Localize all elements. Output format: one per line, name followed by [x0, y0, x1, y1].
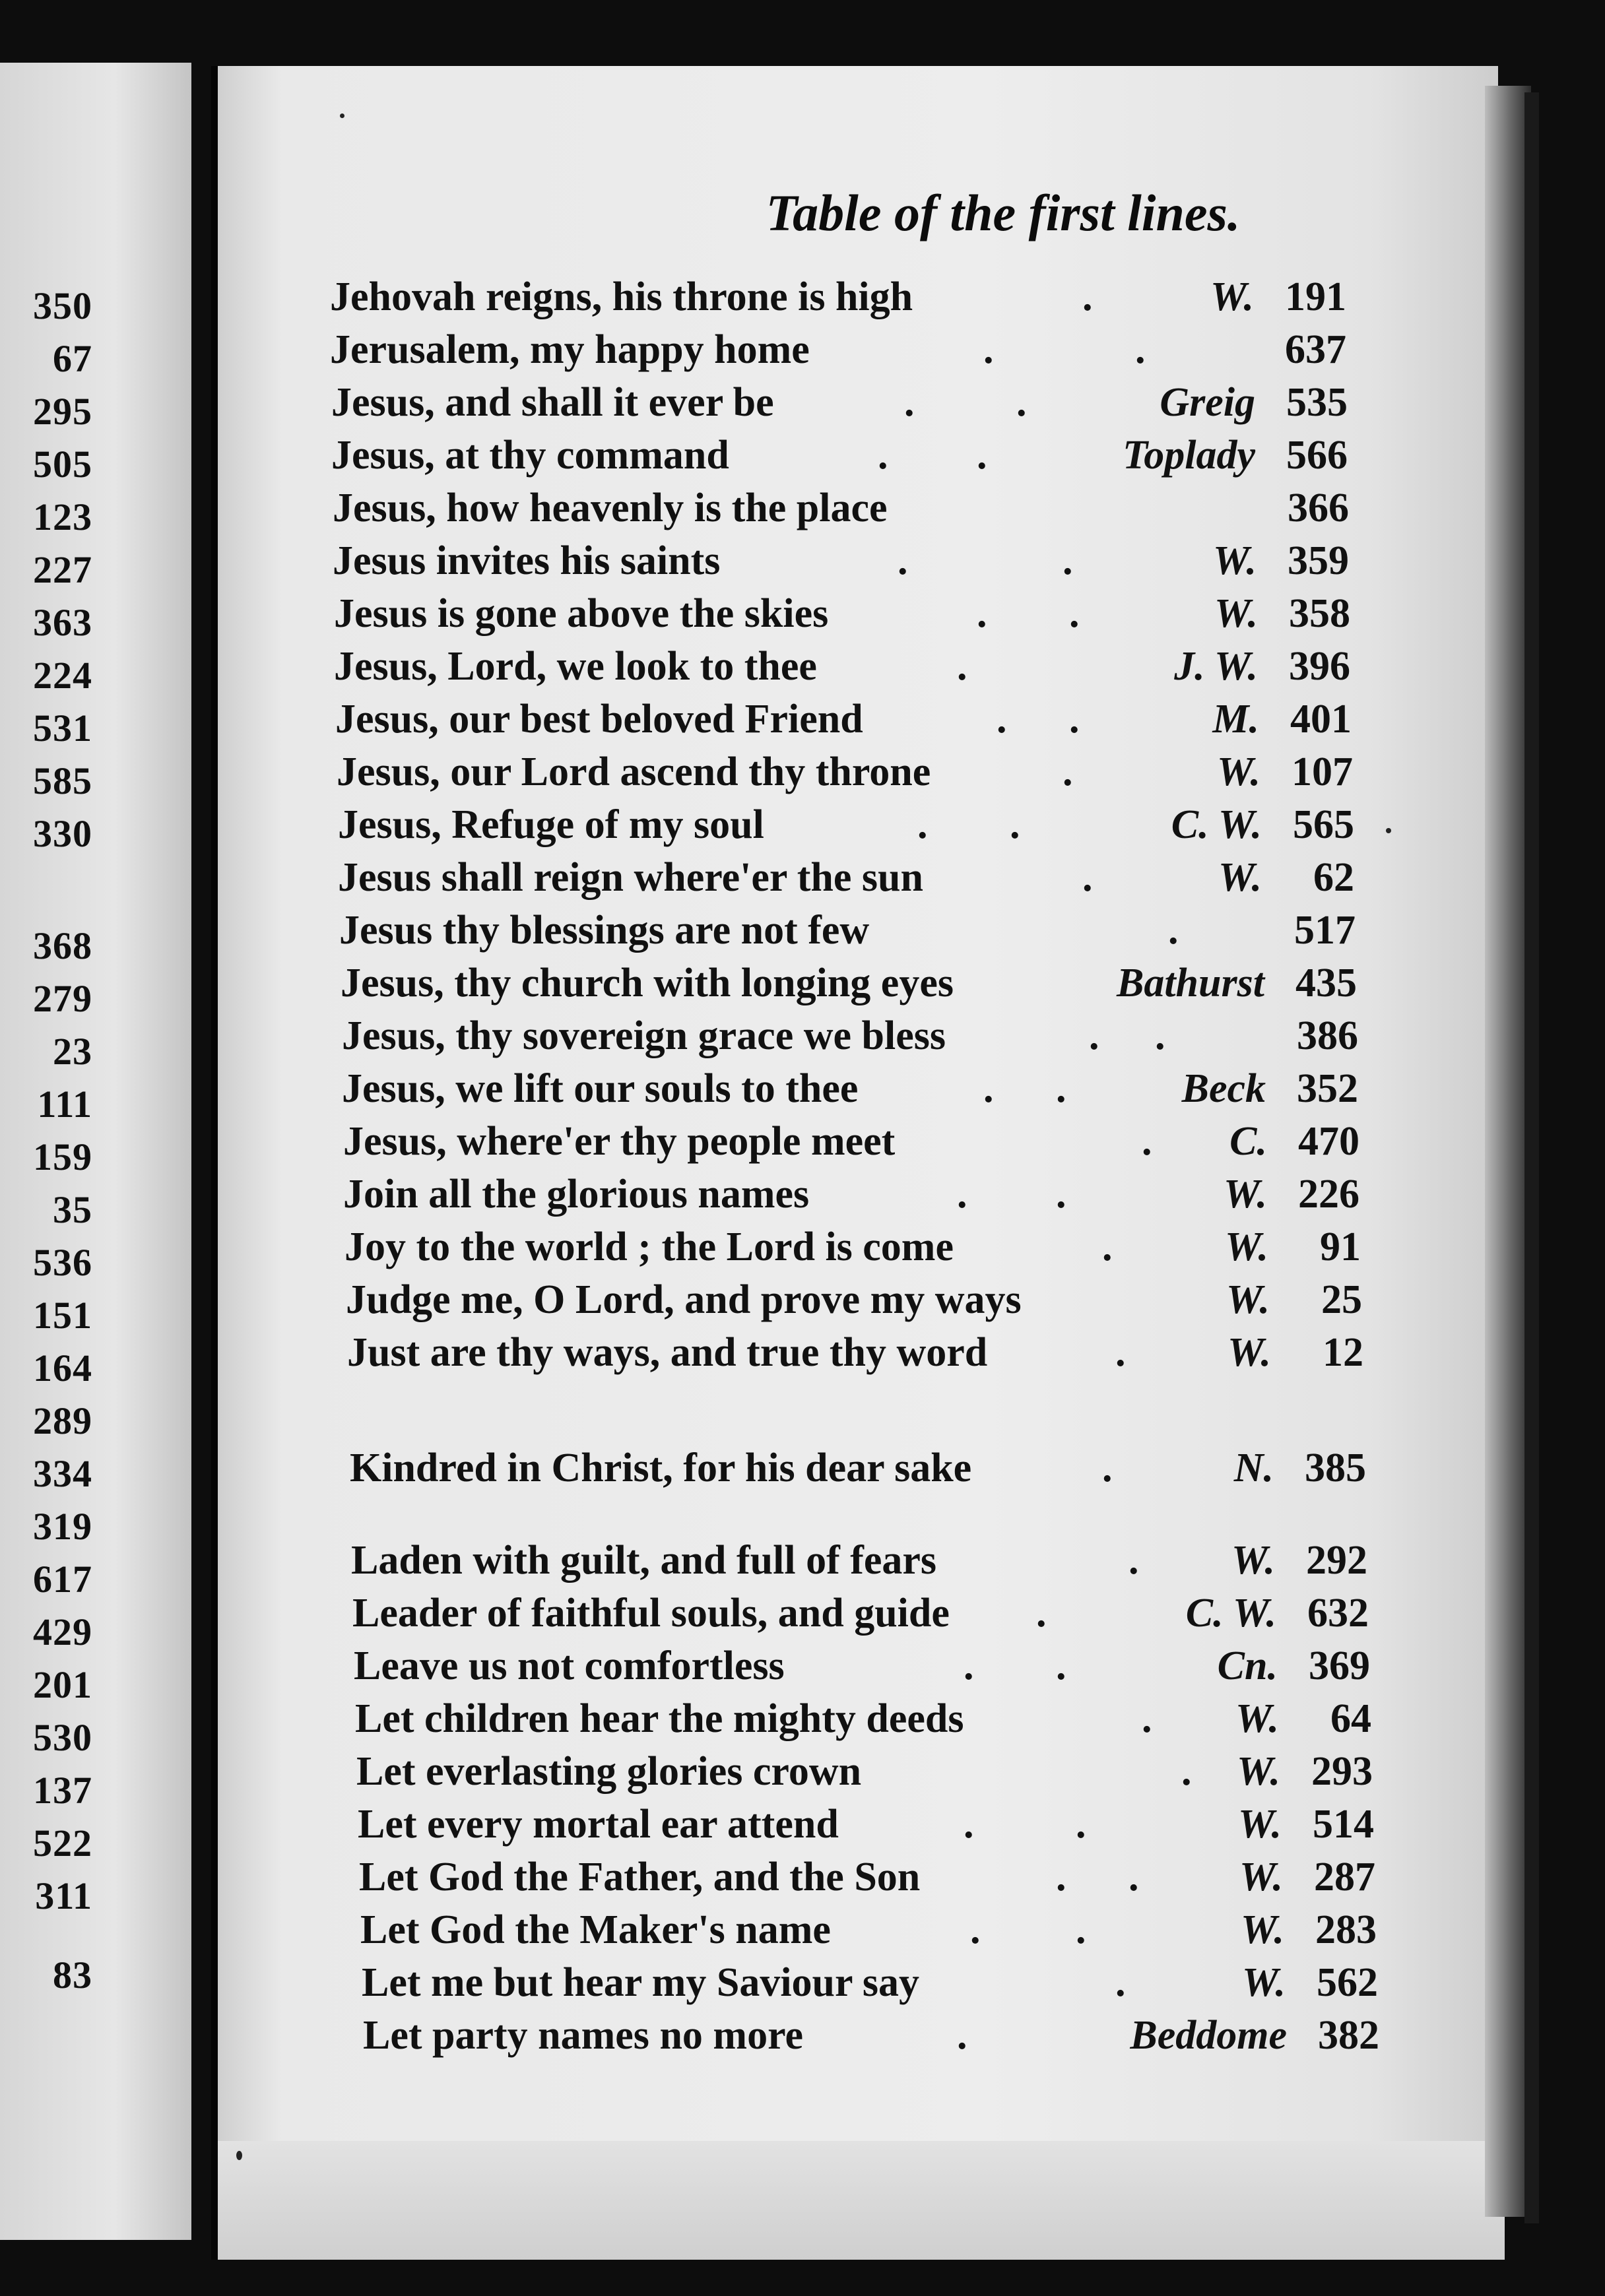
leader-dot: . [977, 433, 987, 478]
previous-page-number: 224 [33, 654, 92, 697]
author-attribution: Greig [1160, 380, 1255, 425]
author-attribution: W. [1223, 1172, 1267, 1217]
table-row [218, 1224, 1361, 1277]
hymn-number: 566 [1286, 433, 1348, 478]
table-row [218, 1013, 1358, 1066]
leader-dot: . [1016, 380, 1027, 425]
table-row [218, 1801, 1374, 1854]
table-row [218, 1960, 1378, 2012]
table-row [218, 1329, 1363, 1382]
previous-page-number: 289 [33, 1399, 92, 1442]
previous-page-number: 585 [33, 759, 92, 802]
author-attribution: Bathurst [1116, 961, 1264, 1005]
leader-dot: . [1056, 1643, 1066, 1688]
hymn-number: 62 [1313, 855, 1354, 900]
previous-page-number: 505 [33, 443, 92, 486]
first-line-text: Jesus, at thy command [331, 433, 729, 478]
first-line-text: Jesus, thy sovereign grace we bless [342, 1013, 946, 1058]
leader-dot: . [1082, 274, 1093, 319]
leader-dot: . [1089, 1013, 1099, 1058]
previous-page-number: 429 [33, 1610, 92, 1653]
leader-dot: . [964, 1643, 974, 1688]
table-row [218, 485, 1349, 538]
previous-page-number: 319 [33, 1505, 92, 1548]
first-line-text: Jerusalem, my happy home [330, 327, 810, 372]
author-attribution: W. [1240, 1907, 1284, 1952]
previous-page-number: 137 [33, 1769, 92, 1812]
author-attribution: Toplady [1123, 433, 1255, 478]
table-row [218, 802, 1354, 854]
hymn-number: 359 [1288, 538, 1349, 583]
author-attribution: Beck [1181, 1066, 1266, 1111]
first-line-text: Just are thy ways, and true thy word [347, 1330, 988, 1375]
author-attribution: N. [1233, 1446, 1274, 1490]
leader-dot: . [1076, 1802, 1086, 1847]
book-page [211, 66, 1498, 2141]
leader-dot: . [1155, 1013, 1165, 1058]
leader-dot: . [1082, 855, 1093, 900]
table-row [218, 2012, 1379, 2065]
first-line-text: Let everlasting glories crown [356, 1749, 862, 1794]
author-attribution: W. [1236, 1749, 1280, 1794]
print-speck [340, 113, 344, 118]
first-line-text: Jesus, and shall it ever be [331, 380, 774, 425]
leader-dot: . [898, 538, 908, 583]
hymn-number: 64 [1330, 1696, 1371, 1741]
leader-dot: . [878, 433, 888, 478]
hymn-number: 632 [1307, 1591, 1369, 1636]
previous-page-number: 536 [33, 1241, 92, 1284]
author-attribution: W. [1237, 1802, 1282, 1847]
table-row [218, 1118, 1359, 1171]
first-line-text: Jesus, Lord, we look to thee [334, 644, 817, 689]
first-line-text: Judge me, O Lord, and prove my ways [346, 1277, 1022, 1322]
leader-dot: . [957, 1172, 967, 1217]
hymn-number: 25 [1321, 1277, 1362, 1322]
leader-dot: . [964, 1802, 974, 1847]
leader-dot: . [1142, 1696, 1152, 1741]
previous-page-number: 151 [33, 1294, 92, 1337]
author-attribution: W. [1227, 1330, 1271, 1375]
previous-page-number: 295 [33, 390, 92, 433]
first-line-text: Jesus, our Lord ascend thy throne [337, 749, 931, 794]
leader-dot: . [1181, 1749, 1192, 1794]
previous-page-number: 531 [33, 707, 92, 749]
leader-dot: . [983, 1066, 994, 1111]
hymn-number: 358 [1289, 591, 1350, 636]
first-line-text: Joy to the world ; the Lord is come [344, 1225, 954, 1269]
leader-dot: . [957, 2013, 967, 2058]
hymn-number: 401 [1290, 697, 1352, 742]
hymn-number: 385 [1305, 1446, 1366, 1490]
table-row [218, 749, 1353, 802]
table-row [218, 1445, 1366, 1498]
hymn-number: 366 [1288, 486, 1349, 530]
previous-page-number: 111 [37, 1083, 92, 1126]
first-line-text: Jesus, where'er thy people meet [343, 1119, 896, 1164]
previous-page-number: 530 [33, 1716, 92, 1759]
first-line-text: Jesus shall reign where'er the sun [338, 855, 924, 900]
hymn-number: 470 [1298, 1119, 1359, 1164]
leader-dot: . [1076, 1907, 1086, 1952]
author-attribution: M. [1212, 697, 1259, 742]
leader-dot: . [1129, 1538, 1139, 1583]
hymn-number: 91 [1320, 1225, 1361, 1269]
table-row [218, 1748, 1373, 1801]
table-row [218, 274, 1346, 327]
table-row [218, 379, 1348, 432]
leader-dot: . [997, 697, 1007, 742]
first-line-text: Leader of faithful souls, and guide [352, 1591, 950, 1636]
previous-page-number: 334 [33, 1452, 92, 1495]
hymn-number: 191 [1285, 274, 1346, 319]
previous-page-number: 350 [33, 284, 92, 327]
leader-dot: . [1135, 327, 1146, 372]
first-line-text: Let me but hear my Saviour say [362, 1960, 920, 2005]
leader-dot: . [1063, 749, 1073, 794]
hymn-number: 396 [1289, 644, 1350, 689]
author-attribution: W. [1212, 538, 1257, 583]
author-attribution: W. [1210, 274, 1254, 319]
first-line-text: Let every mortal ear attend [358, 1802, 839, 1847]
previous-page-number: 35 [53, 1188, 92, 1231]
leader-dot: . [977, 591, 987, 636]
previous-page-number: 159 [33, 1135, 92, 1178]
first-line-text: Leave us not comfortless [354, 1643, 785, 1688]
author-attribution: W. [1226, 1277, 1270, 1322]
leader-dot: . [1069, 697, 1080, 742]
hymn-number: 637 [1285, 327, 1346, 372]
previous-page-number: 123 [33, 495, 92, 538]
table-row [218, 960, 1357, 1013]
table-row [218, 1537, 1367, 1590]
first-line-text: Jesus, how heavenly is the place [333, 486, 888, 530]
table-row [218, 1907, 1377, 1960]
page-title: Table of the first lines. [766, 184, 1241, 241]
leader-dot: . [1056, 1172, 1066, 1217]
leader-dot: . [1115, 1330, 1126, 1375]
author-attribution: W. [1224, 1225, 1268, 1269]
leader-dot: . [917, 802, 928, 847]
author-attribution: Beddome [1130, 2013, 1287, 2058]
author-attribution: C. W. [1185, 1591, 1276, 1636]
leader-dot: . [983, 327, 994, 372]
author-attribution: W. [1239, 1855, 1283, 1899]
table-row [218, 643, 1350, 696]
hymn-number: 382 [1318, 2013, 1379, 2058]
book-spine [1524, 92, 1539, 2223]
previous-page-number: 311 [35, 1874, 92, 1917]
leader-dot: . [904, 380, 915, 425]
table-row [218, 327, 1346, 379]
author-attribution: W. [1231, 1538, 1275, 1583]
table-row [218, 590, 1350, 643]
first-line-text: Jesus, Refuge of my soul [338, 802, 764, 847]
leader-dot: . [1142, 1119, 1152, 1164]
previous-page-number: 23 [53, 1030, 92, 1073]
hymn-number: 562 [1317, 1960, 1378, 2005]
hymn-number: 535 [1286, 380, 1348, 425]
leader-dot: . [1102, 1446, 1113, 1490]
table-row [218, 1643, 1370, 1696]
previous-page-strip [0, 63, 191, 2240]
page-bottom-margin [211, 2141, 1505, 2260]
first-line-text: Jesus invites his saints [333, 538, 721, 583]
hymn-number: 565 [1293, 802, 1354, 847]
hymn-number: 226 [1298, 1172, 1359, 1217]
leader-dot: . [1102, 1225, 1113, 1269]
first-line-text: Jesus is gone above the skies [334, 591, 829, 636]
print-speck [1386, 828, 1391, 833]
previous-page-number: 330 [33, 812, 92, 855]
table-row [218, 1066, 1358, 1118]
previous-page-number: 617 [33, 1558, 92, 1601]
author-attribution: C. [1229, 1119, 1267, 1164]
first-line-text: Jesus thy blessings are not few [339, 908, 870, 953]
table-row [218, 1590, 1369, 1643]
hymn-number: 352 [1297, 1066, 1358, 1111]
leader-dot: . [1056, 1066, 1066, 1111]
first-line-text: Laden with guilt, and full of fears [351, 1538, 937, 1583]
hymn-number: 514 [1313, 1802, 1374, 1847]
first-line-text: Jesus, we lift our souls to thee [342, 1066, 859, 1111]
hymn-number: 292 [1306, 1538, 1367, 1583]
previous-page-number: 279 [33, 977, 92, 1020]
first-line-text: Jehovah reigns, his throne is high [330, 274, 913, 319]
leader-dot: . [1063, 538, 1073, 583]
author-attribution: W. [1241, 1960, 1286, 2005]
table-row [218, 1696, 1371, 1748]
first-line-text: Let God the Father, and the Son [359, 1855, 921, 1899]
first-line-text: Jesus, thy church with longing eyes [341, 961, 954, 1005]
table-row [218, 538, 1349, 590]
author-attribution: W. [1235, 1696, 1279, 1741]
hymn-number: 517 [1294, 908, 1356, 953]
table-row [218, 907, 1356, 960]
previous-page-number: 363 [33, 601, 92, 644]
author-attribution: W. [1216, 749, 1261, 794]
leader-dot: . [1115, 1960, 1126, 2005]
previous-page-number: 201 [33, 1663, 92, 1706]
hymn-number: 107 [1292, 749, 1353, 794]
previous-page-number: 522 [33, 1822, 92, 1865]
hymn-number: 12 [1323, 1330, 1363, 1375]
hymn-number: 369 [1309, 1643, 1370, 1688]
leader-dot: . [1010, 802, 1020, 847]
previous-page-number: 227 [33, 548, 92, 591]
hymn-number: 283 [1315, 1907, 1377, 1952]
table-row [218, 696, 1352, 749]
author-attribution: W. [1214, 591, 1258, 636]
table-row [218, 1854, 1375, 1907]
table-row [218, 854, 1354, 907]
previous-page-number: 164 [33, 1347, 92, 1389]
first-line-text: Let God the Maker's name [360, 1907, 831, 1952]
first-line-text: Let children hear the mighty deeds [355, 1696, 964, 1741]
hymn-number: 386 [1297, 1013, 1358, 1058]
hymn-number: 293 [1311, 1749, 1373, 1794]
leader-dot: . [1129, 1855, 1139, 1899]
previous-page-number: 83 [53, 1954, 92, 1996]
first-line-text: Join all the glorious names [343, 1172, 810, 1217]
author-attribution: W. [1218, 855, 1262, 900]
leader-dot: . [1056, 1855, 1066, 1899]
first-line-text: Let party names no more [363, 2013, 803, 2058]
hymn-number: 435 [1295, 961, 1357, 1005]
author-attribution: J. W. [1174, 644, 1258, 689]
previous-page-number: 368 [33, 924, 92, 967]
print-speck [236, 2151, 242, 2160]
previous-page-number: 67 [53, 337, 92, 380]
first-line-text: Jesus, our best beloved Friend [335, 697, 863, 742]
table-row [218, 432, 1348, 485]
leader-dot: . [970, 1907, 981, 1952]
author-attribution: C. W. [1171, 802, 1262, 847]
leader-dot: . [957, 644, 967, 689]
leader-dot: . [1036, 1591, 1047, 1636]
table-row [218, 1277, 1362, 1329]
leader-dot: . [1168, 908, 1179, 953]
hymn-number: 287 [1314, 1855, 1375, 1899]
first-line-text: Kindred in Christ, for his dear sake [350, 1446, 972, 1490]
author-attribution: Cn. [1217, 1643, 1278, 1688]
leader-dot: . [1069, 591, 1080, 636]
table-row [218, 1171, 1359, 1224]
